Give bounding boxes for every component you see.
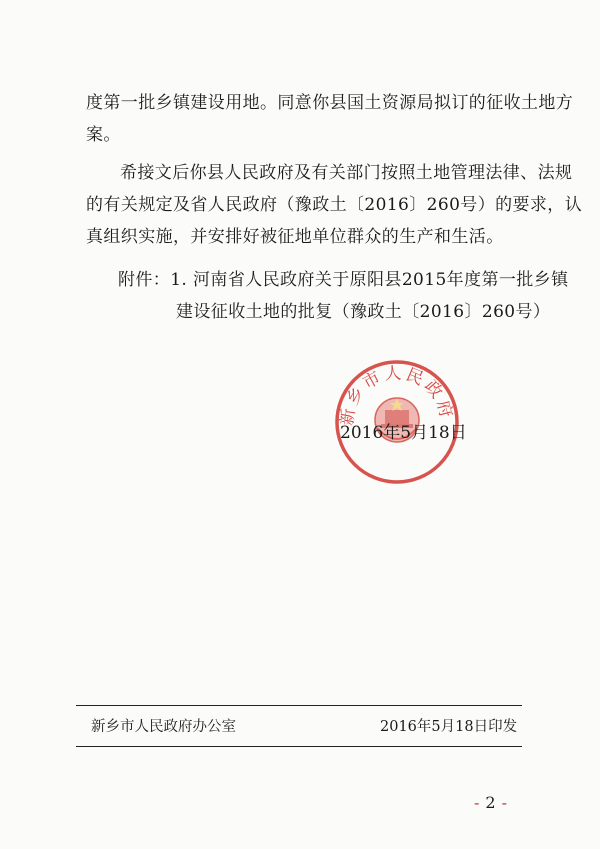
footer-bottom-rule (76, 746, 522, 747)
page-number-dash-right: - (501, 793, 507, 812)
footer-print-date: 2016年5月18日印发 (380, 719, 518, 735)
page-number-value: 2 (485, 793, 496, 812)
body-line-3: 希接文后你县人民政府及有关部门按照土地管理法律、法规 (120, 163, 573, 183)
footer-top-rule (76, 705, 522, 706)
attachment-line-1: 附件：1. 河南省人民政府关于原阳县2015年度第一批乡镇 (118, 270, 569, 290)
attachment-line-2: 建设征收土地的批复（豫政土〔2016〕260号） (176, 302, 551, 322)
signature-date: 2016年5月18日 (340, 423, 467, 443)
footer-issuer: 新乡市人民政府办公室 (91, 719, 236, 735)
body-line-1: 度第一批乡镇建设用地。同意你县国土资源局拟订的征收土地方 (86, 93, 574, 113)
body-line-2: 案。 (86, 125, 121, 145)
body-line-5: 真组织实施，并安排好被征地单位群众的生产和生活。 (86, 227, 504, 247)
page-number (474, 793, 507, 813)
body-line-4: 的有关规定及省人民政府（豫政土〔2016〕260号）的要求，认 (86, 195, 583, 215)
page-number-dash-left: - (474, 793, 480, 812)
seal-text: 新乡市人民政府 (337, 363, 457, 427)
